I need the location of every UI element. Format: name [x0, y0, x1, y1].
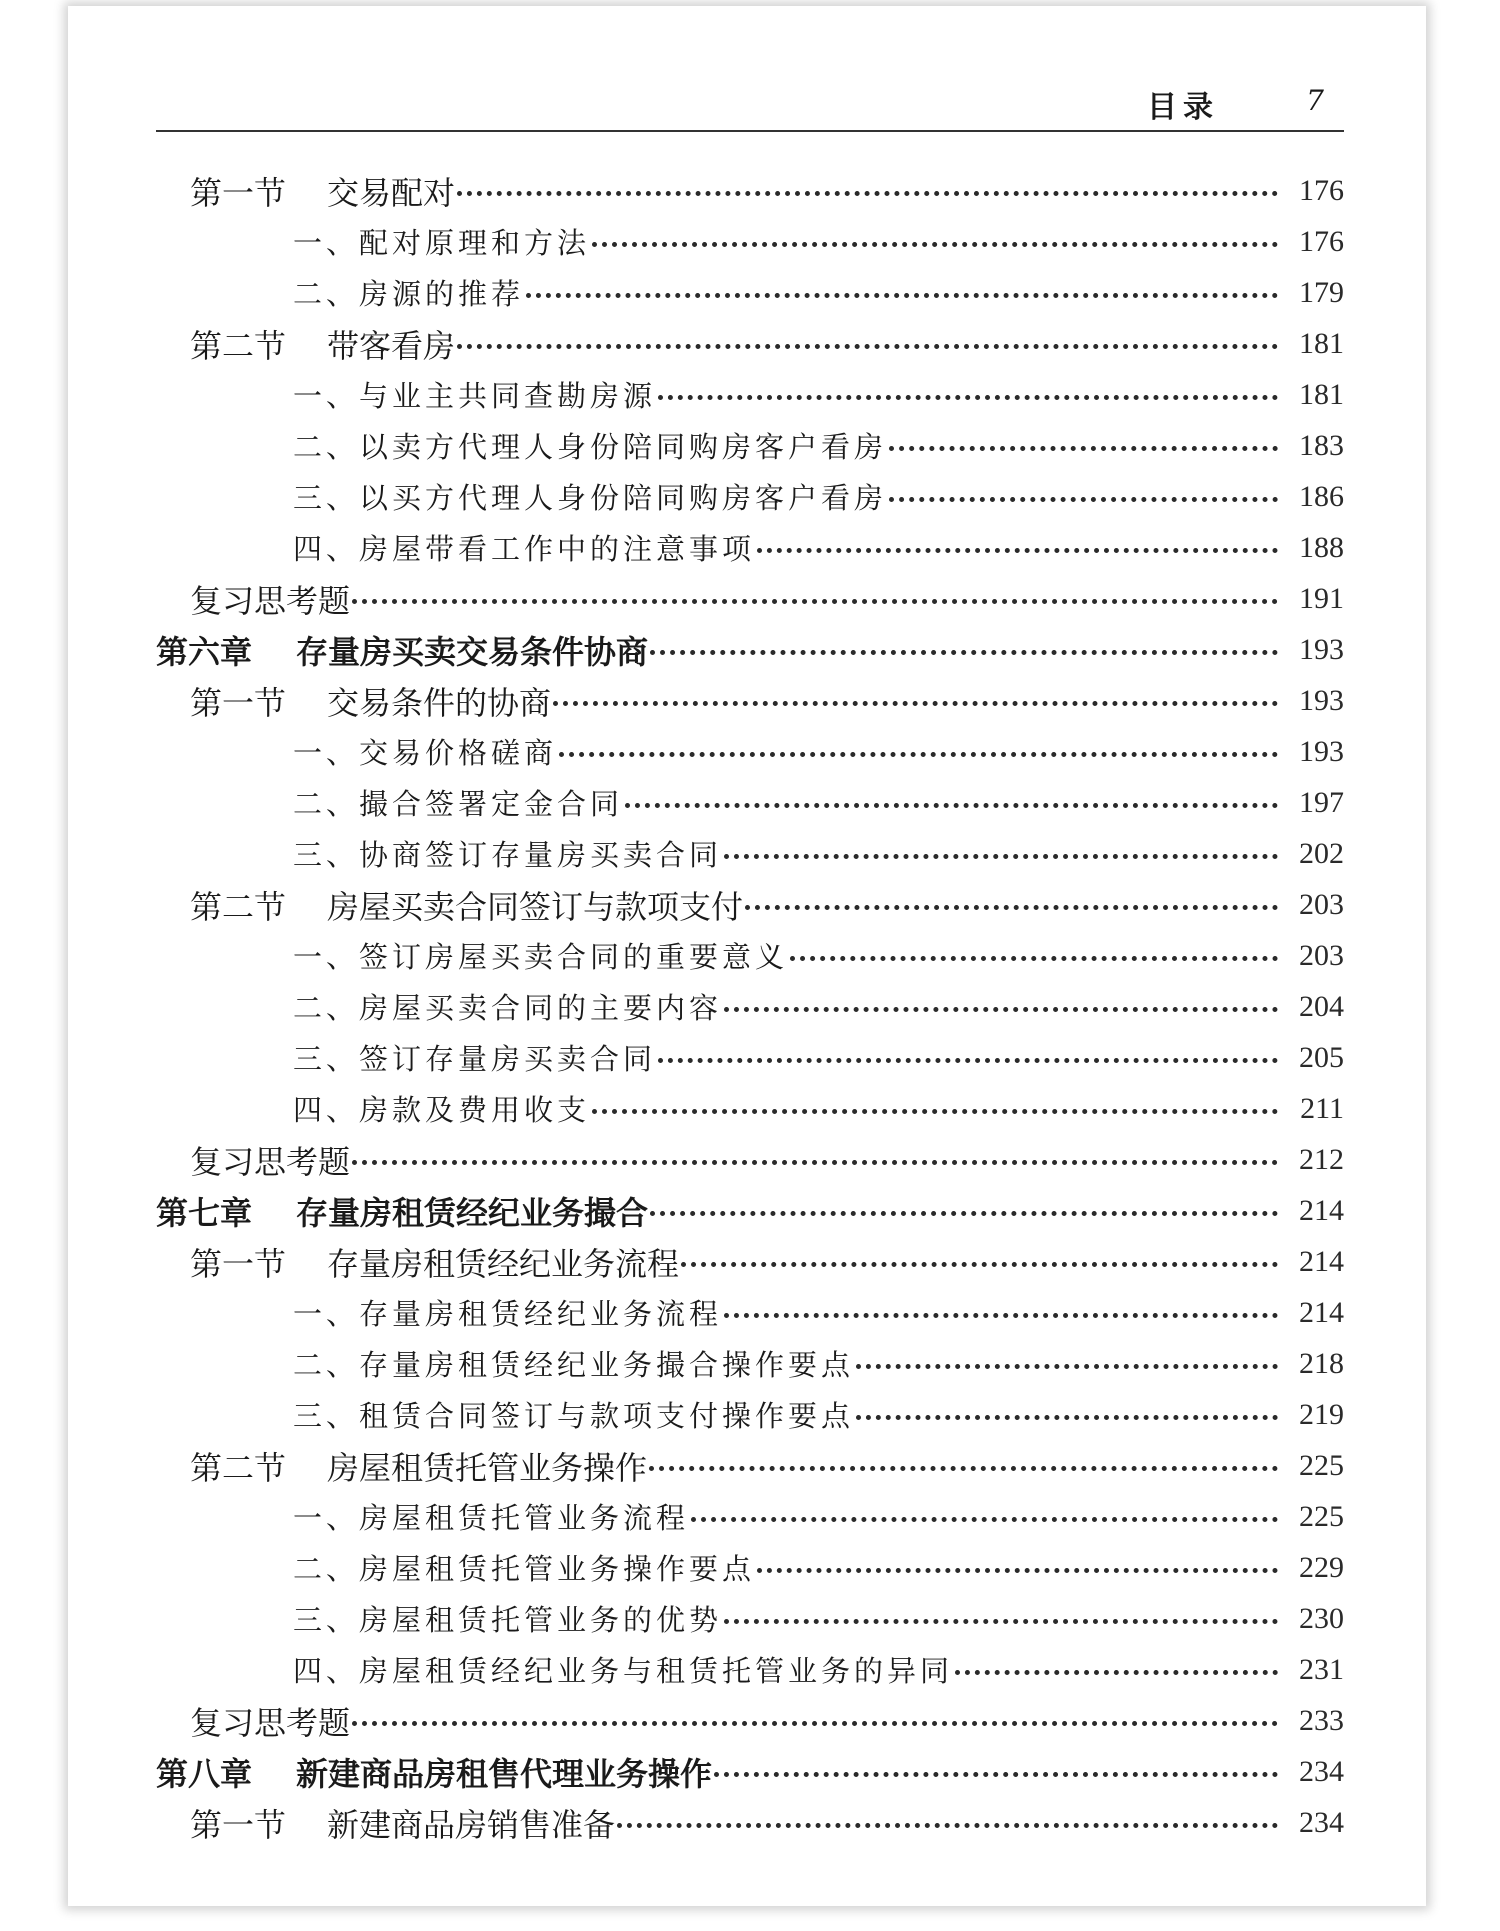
- toc-entry-title: 复习思考题: [190, 1703, 351, 1742]
- dot-leader: [757, 548, 1278, 553]
- toc-entry-label: [156, 1188, 648, 1234]
- toc-entry-page-number: 204: [1299, 989, 1344, 1023]
- toc-entry-item: [156, 1389, 1344, 1440]
- dot-leader: [681, 1262, 1278, 1267]
- toc-entry-number: 第一节: [190, 683, 287, 722]
- toc-entry-page-number: 176: [1299, 173, 1344, 207]
- toc-entry-label: [293, 1088, 590, 1129]
- toc-entry-item: [156, 726, 1344, 777]
- toc-entry-label: [293, 1649, 953, 1690]
- toc-entry-title: 新建商品房销售准备: [327, 1805, 616, 1844]
- toc-entry-item: [156, 522, 1344, 573]
- toc-entry-review: [156, 573, 1344, 624]
- toc-entry-page-number: 186: [1299, 479, 1344, 513]
- toc-entry-item: [156, 267, 1344, 318]
- dot-leader: [649, 1466, 1278, 1471]
- dot-leader: [352, 1160, 1278, 1165]
- dot-leader: [592, 1109, 1278, 1114]
- toc-entry-number: 第六章: [156, 632, 253, 671]
- toc-entry-title: 二、撮合签署定金合同: [293, 787, 624, 821]
- toc-entry-item: [156, 471, 1344, 522]
- toc-entry-page-number: 188: [1299, 530, 1344, 564]
- toc-entry-page-number: 191: [1299, 581, 1344, 615]
- toc-entry-label: [156, 627, 648, 673]
- dot-leader: [592, 242, 1278, 247]
- toc-entry-page-number: 229: [1299, 1550, 1344, 1584]
- toc-entry-label: [293, 1292, 722, 1333]
- toc-entry-section: [156, 879, 1344, 930]
- toc-entry-review: [156, 1134, 1344, 1185]
- toc-entry-item: [156, 1644, 1344, 1695]
- toc-entry-title: 房屋租赁托管业务操作: [327, 1448, 648, 1487]
- dot-leader: [617, 1823, 1278, 1828]
- toc-entry-label: [293, 527, 755, 568]
- toc-entry-page-number: 193: [1299, 683, 1344, 717]
- dot-leader: [724, 1313, 1278, 1318]
- toc-entry-number: 第二节: [190, 1448, 287, 1487]
- toc-entry-number: 第七章: [156, 1193, 253, 1232]
- toc-entry-label: [293, 1547, 755, 1588]
- toc-entry-title: 交易配对: [327, 173, 456, 212]
- dot-leader: [757, 1568, 1278, 1573]
- toc-entry-page-number: 183: [1299, 428, 1344, 462]
- toc-entry-number: 第一节: [190, 173, 287, 212]
- dot-leader: [457, 344, 1278, 349]
- toc-entry-item: [156, 930, 1344, 981]
- toc-entry-title: 一、房屋租赁托管业务流程: [293, 1501, 690, 1535]
- toc-entry-title: 一、存量房租赁经纪业务流程: [293, 1297, 723, 1331]
- toc-entry-label: [190, 1698, 350, 1744]
- toc-entry-label: [190, 678, 551, 724]
- header-title: 目录: [1147, 90, 1219, 125]
- toc-entry-label: [293, 986, 722, 1027]
- dot-leader: [625, 803, 1278, 808]
- toc-entry-title: 二、存量房租赁经纪业务撮合操作要点: [293, 1348, 855, 1382]
- toc-entry-label: [293, 731, 557, 772]
- dot-leader: [559, 752, 1278, 757]
- toc-entry-label: [190, 1239, 679, 1285]
- toc-entry-label: [156, 1749, 712, 1795]
- toc-entry-title: 四、房屋租赁经纪业务与租赁托管业务的异同: [293, 1654, 954, 1688]
- toc-entry-item: [156, 981, 1344, 1032]
- toc-entry-page-number: 176: [1299, 224, 1344, 258]
- toc-entry-label: [190, 1137, 350, 1183]
- toc-entry-item: [156, 1083, 1344, 1134]
- toc-entry-label: [293, 374, 656, 415]
- toc-entry-item: [156, 1032, 1344, 1083]
- toc-entry-number: 第二节: [190, 887, 287, 926]
- toc-entry-label: [190, 168, 455, 214]
- toc-entry-page-number: 218: [1299, 1346, 1344, 1380]
- toc-entry-title: 新建商品房租售代理业务操作: [296, 1754, 713, 1793]
- toc-entry-title: 一、交易价格磋商: [293, 736, 558, 770]
- dot-leader: [745, 905, 1278, 910]
- toc-entry-item: [156, 216, 1344, 267]
- toc-entry-page-number: 193: [1299, 734, 1344, 768]
- toc-entry-title: 四、房屋带看工作中的注意事项: [293, 532, 756, 566]
- toc-entry-item: [156, 1491, 1344, 1542]
- toc-entry-page-number: 225: [1299, 1448, 1344, 1482]
- toc-entry-title: 二、房源的推荐: [293, 277, 525, 311]
- toc-entry-title: 带客看房: [327, 326, 456, 365]
- toc-entry-item: [156, 1287, 1344, 1338]
- toc-entry-label: [190, 1443, 647, 1489]
- toc-entry-label: [293, 833, 722, 874]
- toc-entry-label: [293, 1496, 689, 1537]
- dot-leader: [889, 497, 1278, 502]
- toc-entry-number: 第二节: [190, 326, 287, 365]
- toc-entry-page-number: 181: [1299, 377, 1344, 411]
- toc-entry-item: [156, 828, 1344, 879]
- toc-entry-title: 二、房屋买卖合同的主要内容: [293, 991, 723, 1025]
- toc-entry-page-number: 225: [1299, 1499, 1344, 1533]
- dot-leader: [856, 1415, 1278, 1420]
- toc-entry-title: 二、以卖方代理人身份陪同购房客户看房: [293, 430, 888, 464]
- document-page: [68, 6, 1426, 1906]
- dot-leader: [691, 1517, 1278, 1522]
- toc-entry-page-number: 203: [1299, 887, 1344, 921]
- toc-entry-label: [190, 1800, 615, 1846]
- dot-leader: [790, 956, 1278, 961]
- toc-entry-number: 第一节: [190, 1805, 287, 1844]
- toc-entry-section: [156, 1440, 1344, 1491]
- toc-entry-page-number: 211: [1300, 1091, 1344, 1125]
- toc-entry-item: [156, 1542, 1344, 1593]
- page-header: [156, 70, 1344, 132]
- toc-entry-label: [190, 882, 743, 928]
- dot-leader: [650, 1211, 1278, 1216]
- toc-entry-title: 三、以买方代理人身份陪同购房客户看房: [293, 481, 888, 515]
- toc-entry-item: [156, 369, 1344, 420]
- dot-leader: [352, 1721, 1278, 1726]
- toc-entry-page-number: 202: [1299, 836, 1344, 870]
- toc-entry-item: [156, 777, 1344, 828]
- toc-entry-title: 一、签订房屋买卖合同的重要意义: [293, 940, 789, 974]
- toc-entry-label: [293, 1598, 722, 1639]
- dot-leader: [889, 446, 1278, 451]
- toc-entry-page-number: 205: [1299, 1040, 1344, 1074]
- toc-entry-chapter: [156, 1746, 1344, 1797]
- toc-entry-page-number: 234: [1299, 1754, 1344, 1788]
- toc-entry-label: [293, 1343, 854, 1384]
- toc-entry-section: [156, 165, 1344, 216]
- toc-entry-title: 三、签订存量房买卖合同: [293, 1042, 657, 1076]
- dot-leader: [650, 650, 1278, 655]
- toc-entry-item: [156, 1593, 1344, 1644]
- toc-entry-chapter: [156, 624, 1344, 675]
- toc-entry-page-number: 193: [1299, 632, 1344, 666]
- toc-entry-title: 复习思考题: [190, 1142, 351, 1181]
- toc-entry-page-number: 214: [1299, 1295, 1344, 1329]
- toc-entry-label: [293, 221, 590, 262]
- toc-entry-page-number: 214: [1299, 1193, 1344, 1227]
- toc-entry-page-number: 203: [1299, 938, 1344, 972]
- toc-entry-page-number: 212: [1299, 1142, 1344, 1176]
- toc-entry-review: [156, 1695, 1344, 1746]
- toc-entry-title: 复习思考题: [190, 581, 351, 620]
- toc-entry-title: 存量房租赁经纪业务撮合: [296, 1193, 649, 1232]
- toc-entry-title: 房屋买卖合同签订与款项支付: [327, 887, 744, 926]
- toc-entry-section: [156, 318, 1344, 369]
- toc-entry-title: 三、协商签订存量房买卖合同: [293, 838, 723, 872]
- toc-entry-page-number: 234: [1299, 1805, 1344, 1839]
- toc-entry-number: 第八章: [156, 1754, 253, 1793]
- toc-entry-section: [156, 1236, 1344, 1287]
- toc-entry-number: 第一节: [190, 1244, 287, 1283]
- toc-entry-page-number: 214: [1299, 1244, 1344, 1278]
- toc-entry-page-number: 179: [1299, 275, 1344, 309]
- dot-leader: [856, 1364, 1278, 1369]
- toc-entry-section: [156, 1797, 1344, 1848]
- toc-entry-title: 存量房买卖交易条件协商: [296, 632, 649, 671]
- toc-entry-page-number: 197: [1299, 785, 1344, 819]
- toc-entry-item: [156, 420, 1344, 471]
- toc-entry-page-number: 181: [1299, 326, 1344, 360]
- toc-entry-title: 存量房租赁经纪业务流程: [327, 1244, 680, 1283]
- dot-leader: [352, 599, 1278, 604]
- dot-leader: [714, 1772, 1278, 1777]
- toc-entry-label: [293, 272, 524, 313]
- dot-leader: [724, 854, 1278, 859]
- toc-entry-item: [156, 1338, 1344, 1389]
- toc-entry-label: [293, 782, 623, 823]
- toc-entry-label: [293, 476, 887, 517]
- dot-leader: [955, 1670, 1278, 1675]
- toc-entry-title: 三、房屋租赁托管业务的优势: [293, 1603, 723, 1637]
- toc-entry-label: [293, 1394, 854, 1435]
- dot-leader: [553, 701, 1278, 706]
- header-page-number: 7: [1306, 84, 1324, 117]
- toc-entry-page-number: 230: [1299, 1601, 1344, 1635]
- toc-entry-chapter: [156, 1185, 1344, 1236]
- toc-entry-page-number: 233: [1299, 1703, 1344, 1737]
- toc-entry-title: 一、配对原理和方法: [293, 226, 591, 260]
- dot-leader: [526, 293, 1278, 298]
- toc-entry-section: [156, 675, 1344, 726]
- dot-leader: [658, 1058, 1278, 1063]
- toc-entry-title: 三、租赁合同签订与款项支付操作要点: [293, 1399, 855, 1433]
- toc-entry-label: [190, 321, 455, 367]
- table-of-contents: [156, 165, 1344, 1848]
- dot-leader: [724, 1007, 1278, 1012]
- toc-entry-label: [293, 425, 887, 466]
- dot-leader: [724, 1619, 1278, 1624]
- dot-leader: [658, 395, 1278, 400]
- toc-entry-title: 四、房款及费用收支: [293, 1093, 591, 1127]
- dot-leader: [457, 191, 1278, 196]
- toc-entry-title: 二、房屋租赁托管业务操作要点: [293, 1552, 756, 1586]
- toc-entry-page-number: 231: [1299, 1652, 1344, 1686]
- toc-entry-label: [190, 576, 350, 622]
- toc-entry-label: [293, 1037, 656, 1078]
- toc-entry-title: 交易条件的协商: [327, 683, 552, 722]
- toc-entry-page-number: 219: [1299, 1397, 1344, 1431]
- toc-entry-label: [293, 935, 788, 976]
- toc-entry-title: 一、与业主共同查勘房源: [293, 379, 657, 413]
